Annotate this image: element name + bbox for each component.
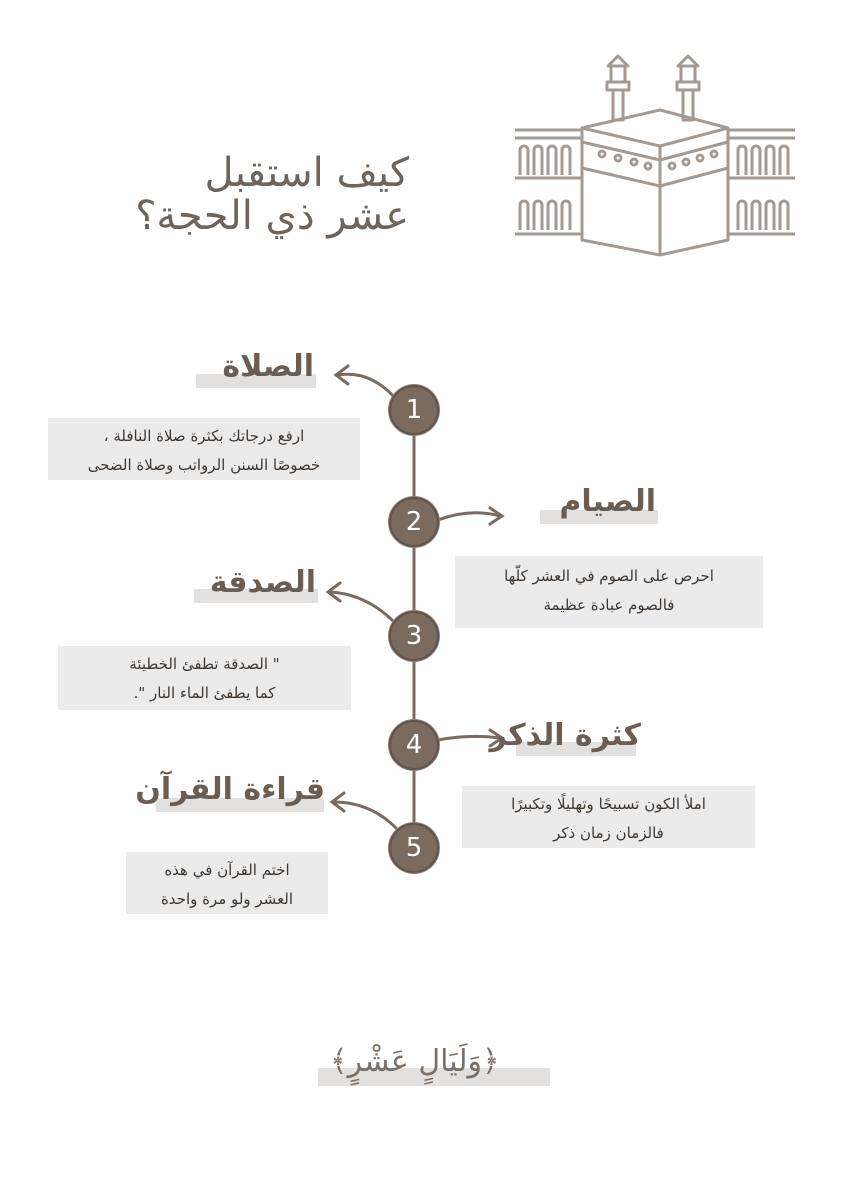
step-3-line-1: " الصدقة تطفئ الخطيئة <box>129 655 280 673</box>
step-5-description <box>126 852 328 914</box>
step-4-number: 4 <box>389 720 439 770</box>
step-3-number: 3 <box>389 611 439 661</box>
step-2-number: 2 <box>389 497 439 547</box>
step-4-heading: كثرة الذكر <box>489 718 641 753</box>
page-title-line-2: عشر ذي الحجة؟ <box>135 193 409 239</box>
step-3-description <box>58 646 351 710</box>
arrow-step-5 <box>334 802 396 828</box>
step-4-line-1: املأ الكون تسبيحًا وتهليلًا وتكبيرًا <box>511 795 706 813</box>
step-4-line-2: فالزمان زمان ذكر <box>553 824 664 842</box>
footer-verse: ﴿وَلَيَالٍ عَشْرٍ﴾ <box>330 1044 500 1079</box>
step-1-number: 1 <box>389 385 439 435</box>
arrow-step-1 <box>338 374 395 398</box>
step-2-heading: الصيام <box>559 484 656 519</box>
step-1-heading: الصلاة <box>222 349 314 384</box>
step-2-description <box>455 556 763 628</box>
step-1-line-2: خصوصًا السنن الرواتب وصلاة الضحى <box>87 456 321 474</box>
page-title-line-1: كيف استقبل <box>204 150 409 196</box>
step-2-line-2: فالصوم عبادة عظيمة <box>543 596 675 614</box>
step-2-line-1: احرص على الصوم في العشر كلّها <box>504 567 714 585</box>
step-5-line-2: العشر ولو مرة واحدة <box>160 890 294 908</box>
step-4-description <box>462 786 755 848</box>
step-1-description <box>48 418 360 480</box>
step-5-heading: قراءة القرآن <box>135 772 325 807</box>
arrow-step-3 <box>330 592 392 620</box>
arrow-step-2 <box>438 513 500 520</box>
step-5-line-1: اختم القرآن في هذه <box>164 861 290 879</box>
step-1-line-1: ارفع درجاتك بكثرة صلاة النافلة ، <box>103 427 305 445</box>
step-3-heading: الصدقة <box>209 565 316 600</box>
step-3-line-2: كما يطفئ الماء النار ". <box>133 684 276 702</box>
step-5-number: 5 <box>389 823 439 873</box>
